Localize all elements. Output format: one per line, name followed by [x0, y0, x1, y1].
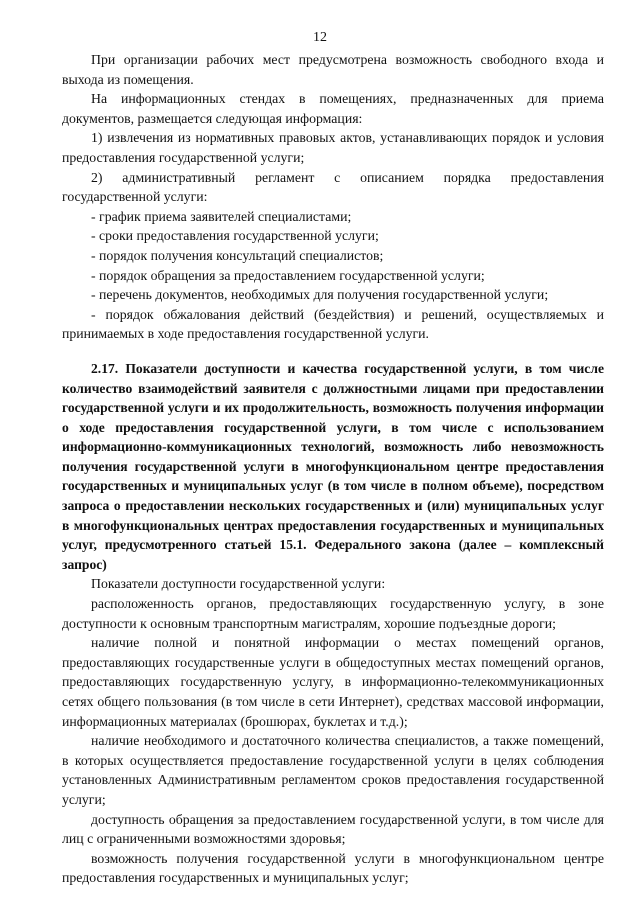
list-item-consultations: - порядок получения консультаций специалистов;: [91, 247, 384, 263]
paragraph-accessibility: доступность обращения за предоставлением государственной услуги, в том числе для лиц с ограниченными возможностями здоровья;: [62, 811, 604, 847]
paragraph-free-access: При организации рабочих мест предусмотрена возможность свободного входа и выхода из помещения.: [62, 52, 604, 87]
page-number: 12: [313, 30, 327, 45]
list-item-appeal: - порядок обжалования действий (бездействия) и решений, осуществляемых и принимаемых в ходе предоставления государственной услуги.: [62, 306, 604, 342]
list-item-schedule: - график приема заявителей специалистами;: [91, 208, 352, 224]
list-item-application-order: - порядок обращения за предоставлением государственной услуги;: [91, 267, 485, 283]
paragraph-location: расположенность органов, предоставляющих государственную услугу, в зоне доступности к основным транспортным магистралям, хорошие подъездные дороги;: [62, 596, 604, 631]
paragraph-information: наличие полной и понятной информации о местах помещений органов, предоставляющих государственные услуги в общедоступных местах помещений органов, предоставляющих государственную услугу, в информационно-телекоммуникационных сетях общего пользования (в том числе в сети Интернет), средствах массовой информации, информационных материалах (брошюрах, буклетах и т.д.);: [62, 635, 604, 729]
list-item-documents: - перечень документов, необходимых для получения государственной услуги;: [91, 287, 549, 303]
paragraph-specialists: наличие необходимого и достаточного количества специалистов, а также помещений, в которых осуществляется предоставление государственной услуги в целях соблюдения установленных Административным регламентом сроков предоставления государственной услуги;: [62, 733, 604, 807]
list-item-regulation: 2) административный регламент с описанием порядка предоставления государственной услуги:: [62, 169, 604, 205]
paragraph-mfc: возможность получения государственной услуги в многофункциональном центре предоставления государственных и муниципальных услуг;: [62, 850, 604, 886]
list-item-deadlines: - сроки предоставления государственной услуги;: [91, 228, 379, 244]
document-body: [62, 50, 604, 888]
list-item-extracts: 1) извлечения из нормативных правовых актов, устанавливающих порядок и условия предоставления государственной услуги;: [62, 130, 604, 165]
paragraph-indicators-intro: Показатели доступности государственной услуги:: [91, 576, 386, 592]
paragraph-info-stands: На информационных стендах в помещениях, предназначенных для приема документов, размещается следующая информация:: [62, 91, 604, 126]
section-heading-2-17: 2.17. Показатели доступности и качества государственной услуги, в том числе количество взаимодействий заявителя с должностными лицами при предоставлении государственной услуги и их продолжительность, возможность получения информации о ходе предоставления государственной услуги, в том числе с использованием информационно-коммуникационных технологий, возможность либо невозможность получения государственной услуги в многофункциональном центре предоставления государственных и муниципальных услуг (в том числе в полном объеме), посредством запроса о предоставлении нескольких государственных и (или) муниципальных услуг в многофункциональных центрах предоставления государственных и муниципальных услуг, предусмотренного статьей 15.1. Федерального закона (далее – комплексный запрос): [62, 360, 604, 572]
